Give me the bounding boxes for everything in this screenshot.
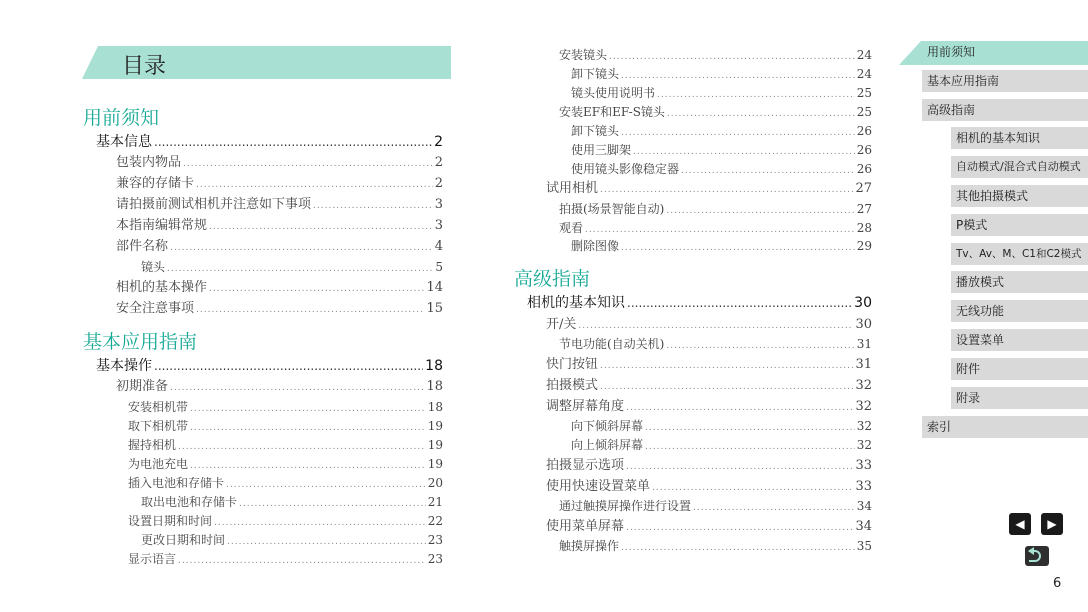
toc-entry[interactable]	[116, 278, 443, 298]
toc-entry[interactable]	[571, 121, 872, 141]
toc-entry[interactable]	[546, 179, 872, 199]
toc-entry[interactable]	[571, 159, 872, 179]
toc-entry[interactable]	[96, 355, 443, 377]
toc-label: 包装内物品	[116, 155, 182, 170]
toc-page: 34	[856, 499, 872, 513]
toc-label: 握持相机	[128, 438, 177, 452]
toc-entry[interactable]	[559, 199, 872, 219]
toc-entry[interactable]	[571, 236, 872, 256]
toc-label: 开/关	[546, 317, 577, 332]
nav-item-other-modes[interactable]: 其他拍摄模式	[951, 185, 1088, 207]
toc-label: 更改日期和时间	[141, 533, 226, 547]
toc-page: 33	[855, 458, 872, 473]
toc-page: 22	[427, 514, 443, 528]
toc-page: 2	[434, 176, 443, 191]
toc-page: 3	[434, 218, 443, 233]
toc-label: 拍摄(场景智能自动)	[559, 202, 665, 216]
toc-label: 基本操作	[96, 358, 152, 374]
toc-entry[interactable]	[128, 454, 443, 474]
toc-page: 14	[426, 280, 443, 295]
nav-item-basic-guide[interactable]: 基本应用指南	[922, 70, 1088, 92]
toc-label: 初期准备	[116, 379, 169, 394]
toc-page: 23	[427, 552, 443, 566]
toc-page: 19	[427, 438, 443, 452]
section-heading-advanced-guide[interactable]: 高级指南	[514, 268, 591, 290]
section-heading-basic-guide[interactable]: 基本应用指南	[83, 331, 198, 353]
toc-page: 2	[434, 155, 443, 170]
toc-label: 节电功能(自动关机)	[559, 337, 665, 351]
toc-page: 34	[855, 519, 872, 534]
nav-item-p-mode[interactable]: P模式	[951, 214, 1088, 236]
toc-entry[interactable]	[128, 549, 443, 569]
toc-page: 19	[427, 457, 443, 471]
toc-page: 21	[427, 495, 443, 509]
toc-page: 19	[427, 419, 443, 433]
toc-entry[interactable]	[559, 496, 872, 516]
toc-label: 显示语言	[128, 552, 177, 566]
toc-label: 卸下镜头	[571, 67, 620, 81]
toc-page: 32	[856, 438, 872, 452]
nav-item-camera-basics[interactable]: 相机的基本知识	[951, 127, 1088, 149]
toc-page: 31	[856, 337, 872, 351]
toc-label: 安装相机带	[128, 400, 189, 414]
toc-page: 27	[855, 181, 872, 196]
toc-page: 29	[856, 239, 872, 253]
toc-label: 安装镜头	[559, 48, 608, 62]
toc-page: 32	[855, 378, 872, 393]
toc-label: 镜头	[141, 260, 166, 274]
toc-label: 向上倾斜屏幕	[571, 438, 644, 452]
nav-item-tv-av-m-mode[interactable]: Tv、Av、M、C1和C2模式	[951, 243, 1088, 265]
toc-entry[interactable]	[571, 416, 872, 436]
toc-label: 使用菜单屏幕	[546, 519, 625, 534]
toc-label: 通过触摸屏操作进行设置	[559, 499, 692, 513]
toc-entry[interactable]	[546, 376, 872, 396]
toc-entry[interactable]	[559, 218, 872, 238]
toc-label: 请拍摄前测试相机并注意如下事项	[116, 197, 312, 212]
nav-item-accessories[interactable]: 附件	[951, 358, 1088, 380]
toc-page: 25	[856, 105, 872, 119]
toc-entry[interactable]	[116, 174, 443, 194]
return-icon[interactable]	[1025, 546, 1049, 566]
toc-label: 使用三脚架	[571, 143, 632, 157]
toc-label: 观看	[559, 221, 584, 235]
toc-label: 使用镜头影像稳定器	[571, 162, 680, 176]
toc-label: 取下相机带	[128, 419, 189, 433]
toc-page: 32	[855, 399, 872, 414]
toc-label: 拍摄模式	[546, 378, 599, 393]
toc-page: 18	[426, 379, 443, 394]
toc-entry[interactable]	[128, 511, 443, 531]
toc-entry[interactable]	[116, 237, 443, 257]
toc-page: 26	[856, 143, 872, 157]
toc-label: 基本信息	[96, 134, 152, 150]
toc-page: 32	[856, 419, 872, 433]
toc-page: 24	[856, 67, 872, 81]
page-title: 目录	[122, 54, 167, 79]
toc-entry[interactable]	[571, 435, 872, 455]
toc-entry[interactable]	[141, 492, 443, 512]
toc-page: 25	[856, 86, 872, 100]
toc-label: 向下倾斜屏幕	[571, 419, 644, 433]
toc-label: 部件名称	[116, 239, 169, 254]
toc-entry[interactable]	[141, 257, 443, 277]
toc-label: 试用相机	[546, 181, 599, 196]
toc-label: 取出电池和存储卡	[141, 495, 238, 509]
toc-label: 卸下镜头	[571, 124, 620, 138]
toc-label: 设置日期和时间	[128, 514, 213, 528]
toc-label: 触摸屏操作	[559, 539, 620, 553]
toc-entry[interactable]	[546, 477, 872, 497]
toc-entry[interactable]	[559, 334, 872, 354]
toc-label: 兼容的存储卡	[116, 176, 195, 191]
toc-label: 本指南编辑常规	[116, 218, 208, 233]
toc-entry[interactable]	[128, 435, 443, 455]
toc-page: 18	[425, 358, 443, 374]
nav-item-advanced-guide[interactable]: 高级指南	[922, 99, 1088, 121]
toc-entry[interactable]	[571, 64, 872, 84]
toc-label: 拍摄显示选项	[546, 458, 625, 473]
right-arrow-icon[interactable]: ▶	[1041, 513, 1063, 535]
toc-entry[interactable]	[141, 530, 443, 550]
toc-page: 35	[856, 539, 872, 553]
nav-item-playback-mode[interactable]: 播放模式	[951, 271, 1088, 293]
nav-item-before-use[interactable]: 用前须知	[927, 45, 976, 59]
toc-entry[interactable]	[96, 131, 443, 153]
toc-page: 15	[426, 301, 443, 316]
toc-page: 18	[427, 400, 443, 414]
nav-item-setup-menu[interactable]: 设置菜单	[951, 329, 1088, 351]
toc-page: 20	[427, 476, 443, 490]
toc-page: 28	[856, 221, 872, 235]
toc-label: 插入电池和存储卡	[128, 476, 225, 490]
toc-label: 删除图像	[571, 239, 620, 253]
left-arrow-icon[interactable]: ◀	[1009, 513, 1031, 535]
nav-item-auto-mode[interactable]: 自动模式/混合式自动模式	[951, 156, 1088, 178]
section-heading-before-use[interactable]: 用前须知	[83, 107, 160, 129]
toc-page: 23	[427, 533, 443, 547]
toc-label: 镜头使用说明书	[571, 86, 656, 100]
toc-page: 5	[435, 260, 443, 274]
title-banner	[82, 46, 451, 79]
toc-entry[interactable]	[128, 397, 443, 417]
toc-entry[interactable]	[546, 456, 872, 476]
toc-page: 3	[434, 197, 443, 212]
toc-label: 调整屏幕角度	[546, 399, 625, 414]
toc-label: 相机的基本知识	[527, 295, 625, 311]
toc-entry[interactable]	[571, 140, 872, 160]
toc-entry[interactable]	[116, 195, 443, 215]
toc-entry[interactable]	[546, 355, 872, 375]
toc-entry[interactable]	[116, 377, 443, 397]
toc-entry[interactable]	[527, 292, 872, 314]
toc-entry[interactable]	[116, 216, 443, 236]
toc-page: 30	[855, 317, 872, 332]
page-number: 6	[1053, 576, 1062, 591]
toc-page: 24	[856, 48, 872, 62]
toc-entry[interactable]	[546, 315, 872, 335]
nav-item-index[interactable]: 索引	[922, 416, 1088, 438]
toc-entry[interactable]	[128, 473, 443, 493]
nav-item-wireless[interactable]: 无线功能	[951, 300, 1088, 322]
toc-page: 26	[856, 162, 872, 176]
toc-entry[interactable]	[546, 517, 872, 537]
toc-label: 安全注意事项	[116, 301, 195, 316]
nav-item-appendix[interactable]: 附录	[951, 387, 1088, 409]
toc-entry[interactable]	[116, 153, 443, 173]
toc-entry[interactable]	[116, 299, 443, 319]
toc-page: 30	[854, 295, 872, 311]
toc-entry[interactable]	[559, 45, 872, 65]
toc-label: 安装EF和EF-S镜头	[559, 105, 665, 119]
toc-page: 31	[855, 357, 872, 372]
toc-entry[interactable]	[559, 102, 872, 122]
toc-page: 27	[856, 202, 872, 216]
toc-label: 使用快速设置菜单	[546, 479, 651, 494]
toc-label: 为电池充电	[128, 457, 189, 471]
toc-label: 相机的基本操作	[116, 280, 208, 295]
toc-entry[interactable]	[546, 397, 872, 417]
toc-page: 4	[434, 239, 443, 254]
toc-entry[interactable]	[571, 83, 872, 103]
toc-entry[interactable]	[559, 536, 872, 556]
toc-label: 快门按钮	[546, 357, 599, 372]
toc-page: 2	[434, 134, 443, 150]
toc-page: 33	[855, 479, 872, 494]
toc-page: 26	[856, 124, 872, 138]
toc-entry[interactable]	[128, 416, 443, 436]
